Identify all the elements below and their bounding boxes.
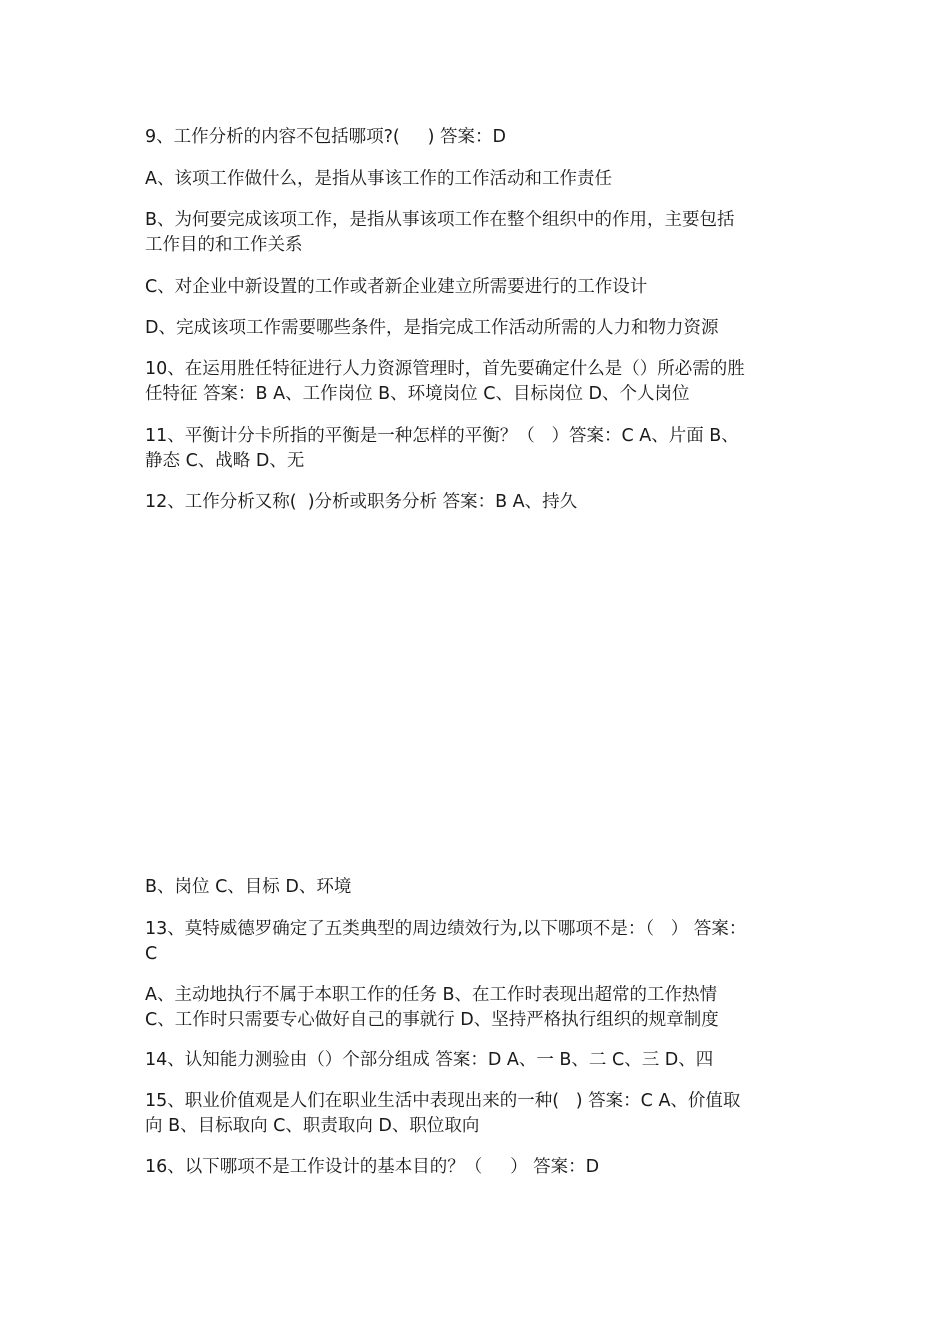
question-13-text [145, 917, 810, 967]
text-line: 9、工作分析的内容不包括哪项?( ) 答案：D [145, 127, 506, 147]
text-line: 15、职业价值观是人们在职业生活中表现出来的一种( ) 答案：C A、价值取 [145, 1091, 741, 1111]
question-9-option-b [145, 208, 810, 258]
text-line: 工作目的和工作关系 [145, 235, 303, 255]
question-9-option-a [145, 167, 810, 192]
question-16-text [145, 1155, 810, 1180]
text-line: C、工作时只需要专心做好自己的事就行 D、坚持严格执行组织的规章制度 [145, 1010, 719, 1030]
text-line: C、对企业中新设置的工作或者新企业建立所需要进行的工作设计 [145, 277, 648, 297]
question-13-options [145, 983, 810, 1033]
text-line: 16、以下哪项不是工作设计的基本目的？（ ） 答案：D [145, 1157, 600, 1177]
text-line: A、主动地执行不属于本职工作的任务 B、在工作时表现出超常的工作热情 [145, 985, 718, 1005]
question-9-option-c [145, 275, 810, 300]
text-line: B、为何要完成该项工作，是指从事该项工作在整个组织中的作用，主要包括 [145, 210, 735, 230]
question-11-text [145, 424, 810, 474]
question-9-text [145, 125, 810, 150]
text-line: 任特征 答案：B A、工作岗位 B、环境岗位 C、目标岗位 D、个人岗位 [145, 384, 690, 404]
question-14-text [145, 1048, 810, 1073]
text-line: 向 B、目标取向 C、职责取向 D、职位取向 [145, 1116, 480, 1136]
text-line: 13、莫特威德罗确定了五类典型的周边绩效行为,以下哪项不是：（ ） 答案： [145, 919, 747, 939]
question-10-text [145, 357, 810, 407]
text-line: 静态 C、战略 D、无 [145, 451, 305, 471]
question-12-text [145, 490, 810, 515]
text-line: D、完成该项工作需要哪些条件，是指完成工作活动所需的人力和物力资源 [145, 318, 719, 338]
question-12-options [145, 875, 810, 900]
text-line: 11、平衡计分卡所指的平衡是一种怎样的平衡？（ ）答案：C A、片面 B、 [145, 426, 739, 446]
text-line: 12、工作分析又称( )分析或职务分析 答案：B A、持久 [145, 492, 578, 512]
text-line: C [145, 944, 158, 964]
text-line: 10、在运用胜任特征进行人力资源管理时，首先要确定什么是（）所必需的胜 [145, 359, 745, 379]
question-15-text [145, 1089, 810, 1139]
text-line: 14、认知能力测验由（）个部分组成 答案：D A、一 B、二 C、三 D、四 [145, 1050, 714, 1070]
text-line: B、岗位 C、目标 D、环境 [145, 877, 352, 897]
text-line: A、该项工作做什么，是指从事该工作的工作活动和工作责任 [145, 169, 612, 189]
question-9-option-d [145, 316, 810, 341]
